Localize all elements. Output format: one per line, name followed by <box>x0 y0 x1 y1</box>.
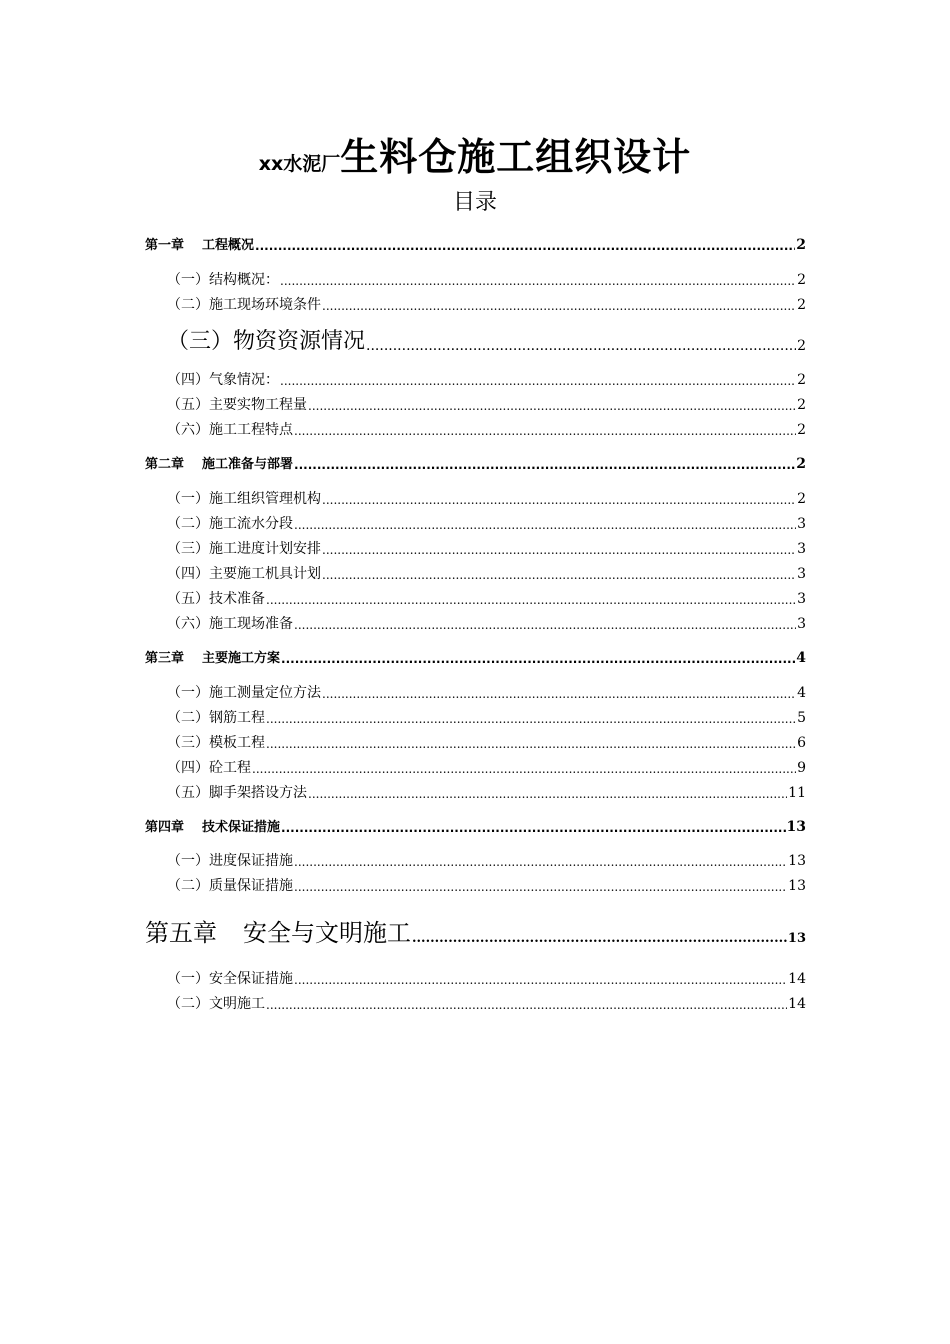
toc-page-number: 2 <box>797 491 806 507</box>
toc-entry-label: （二）施工现场环境条件 <box>167 297 321 313</box>
toc-dot-leader <box>255 240 795 252</box>
toc-entry-label: （一）施工测量定位方法 <box>167 685 321 701</box>
toc-entry-label: （五）脚手架搭设方法 <box>167 785 307 801</box>
toc-dot-leader <box>294 856 787 868</box>
toc-dot-leader <box>294 974 787 986</box>
toc-entry-label: （二）文明施工 <box>167 996 265 1012</box>
toc-page-number: 13 <box>788 878 806 894</box>
toc-dot-leader <box>294 425 796 437</box>
toc-section-entry[interactable] <box>167 373 806 387</box>
toc-page-number: 3 <box>797 541 806 557</box>
toc-page-number: 2 <box>797 338 806 354</box>
toc-dot-leader <box>322 569 796 581</box>
toc-page-number: 2 <box>797 422 806 438</box>
toc-chapter-entry[interactable] <box>145 921 806 945</box>
toc-entry-label: （三）施工进度计划安排 <box>167 541 321 557</box>
toc-dot-leader <box>281 653 795 665</box>
toc-entry-label: （二）施工流水分段 <box>167 516 293 532</box>
toc-dot-leader <box>294 619 796 631</box>
toc-entry-label: （六）施工现场准备 <box>167 616 293 632</box>
toc-entry-label: （一）安全保证措施 <box>167 971 293 987</box>
toc-section-entry[interactable] <box>167 617 806 631</box>
toc-page-number: 4 <box>797 685 806 701</box>
toc-dot-leader <box>294 519 796 531</box>
toc-dot-leader <box>280 275 796 287</box>
toc-section-entry[interactable] <box>167 331 806 353</box>
toc-section-entry[interactable] <box>167 567 806 581</box>
toc-page-number: 2 <box>797 272 806 288</box>
toc-chapter-number: 第三章 <box>145 651 185 666</box>
toc-section-entry[interactable] <box>167 854 806 868</box>
title-main: 生料仓施工组织设计 <box>340 135 692 179</box>
toc-chapter-number: 第五章 <box>145 919 217 947</box>
toc-page-number: 4 <box>796 650 806 666</box>
toc-dot-leader <box>366 339 796 353</box>
toc-chapter-entry[interactable] <box>145 820 806 834</box>
toc-dot-leader <box>266 999 787 1011</box>
toc-entry-label: （五）技术准备 <box>167 591 265 607</box>
toc-dot-leader <box>280 375 796 387</box>
toc-dot-leader <box>322 300 796 312</box>
toc-dot-leader <box>252 763 796 775</box>
toc-entry-label: （二）钢筋工程 <box>167 710 265 726</box>
toc-section-entry[interactable] <box>167 972 806 986</box>
toc-dot-leader <box>322 688 796 700</box>
toc-dot-leader <box>294 459 795 471</box>
toc-page-number: 3 <box>797 591 806 607</box>
toc-entry-label: 工程概况 <box>202 238 255 253</box>
toc-chapter-entry[interactable] <box>145 238 806 252</box>
toc-entry-label: （五）主要实物工程量 <box>167 397 307 413</box>
toc-page-number: 2 <box>796 456 806 472</box>
toc-chapter-number: 第二章 <box>145 457 185 472</box>
toc-page-number: 3 <box>797 616 806 632</box>
toc-section-entry[interactable] <box>167 517 806 531</box>
toc-entry-label: （三）物资资源情况 <box>167 329 366 354</box>
toc-page-number: 13 <box>787 931 806 946</box>
toc-page-number: 11 <box>788 785 806 801</box>
toc-page-number: 14 <box>788 971 806 987</box>
toc-dot-leader <box>308 788 787 800</box>
toc-chapter-entry[interactable] <box>145 651 806 665</box>
toc-dot-leader <box>266 738 796 750</box>
toc-section-entry[interactable] <box>167 592 806 606</box>
toc-entry-label: （四）主要施工机具计划 <box>167 566 321 582</box>
toc-entry-label: 主要施工方案 <box>202 651 281 666</box>
toc-section-entry[interactable] <box>167 997 806 1011</box>
toc-dot-leader <box>308 400 796 412</box>
toc-entry-label: （四）气象情况： <box>167 372 279 388</box>
toc-page-number: 3 <box>797 516 806 532</box>
toc-section-entry[interactable] <box>167 492 806 506</box>
toc-dot-leader <box>322 544 796 556</box>
toc-page-number: 2 <box>796 237 806 253</box>
toc-page-number: 2 <box>797 372 806 388</box>
toc-page-number: 5 <box>797 710 806 726</box>
toc-section-entry[interactable] <box>167 298 806 312</box>
toc-section-entry[interactable] <box>167 761 806 775</box>
toc-section-entry[interactable] <box>167 273 806 287</box>
toc-section-entry[interactable] <box>167 542 806 556</box>
toc-dot-leader <box>266 713 796 725</box>
toc-dot-leader <box>294 881 787 893</box>
toc-chapter-entry[interactable] <box>145 457 806 471</box>
toc-entry-label: （一）进度保证措施 <box>167 853 293 869</box>
toc-section-entry[interactable] <box>167 736 806 750</box>
toc-page-number: 6 <box>797 735 806 751</box>
toc-entry-label: （一）施工组织管理机构 <box>167 491 321 507</box>
toc-heading: 目录 <box>452 190 497 215</box>
toc-section-entry[interactable] <box>167 423 806 437</box>
toc-entry-label: 技术保证措施 <box>202 820 281 835</box>
toc-page-number: 2 <box>797 397 806 413</box>
toc-dot-leader <box>412 932 787 945</box>
toc-section-entry[interactable] <box>167 711 806 725</box>
toc-entry-label: （一）结构概况： <box>167 272 279 288</box>
toc-entry-label: （四）砼工程 <box>167 760 251 776</box>
toc-section-entry[interactable] <box>167 686 806 700</box>
toc-entry-label: 安全与文明施工 <box>243 919 411 947</box>
toc-dot-leader <box>322 494 796 506</box>
toc-section-entry[interactable] <box>167 879 806 893</box>
toc-entry-label: （六）施工工程特点 <box>167 422 293 438</box>
title-prefix: xx水泥厂 <box>258 153 341 175</box>
toc-entry-label: 施工准备与部署 <box>202 457 294 472</box>
toc-dot-leader <box>266 594 796 606</box>
toc-page-number: 13 <box>786 819 806 835</box>
toc-entry-label: （三）模板工程 <box>167 735 265 751</box>
toc-section-entry[interactable] <box>167 398 806 412</box>
document-title <box>0 126 950 181</box>
toc-page-number: 14 <box>788 996 806 1012</box>
toc-page-number: 9 <box>797 760 806 776</box>
toc-page-number: 2 <box>797 297 806 313</box>
toc-page-number: 13 <box>788 853 806 869</box>
toc-chapter-number: 第四章 <box>145 820 185 835</box>
toc-entry-label: （二）质量保证措施 <box>167 878 293 894</box>
toc-page-number: 3 <box>797 566 806 582</box>
toc-dot-leader <box>281 822 785 834</box>
toc-chapter-number: 第一章 <box>145 238 185 253</box>
toc-section-entry[interactable] <box>167 786 806 800</box>
